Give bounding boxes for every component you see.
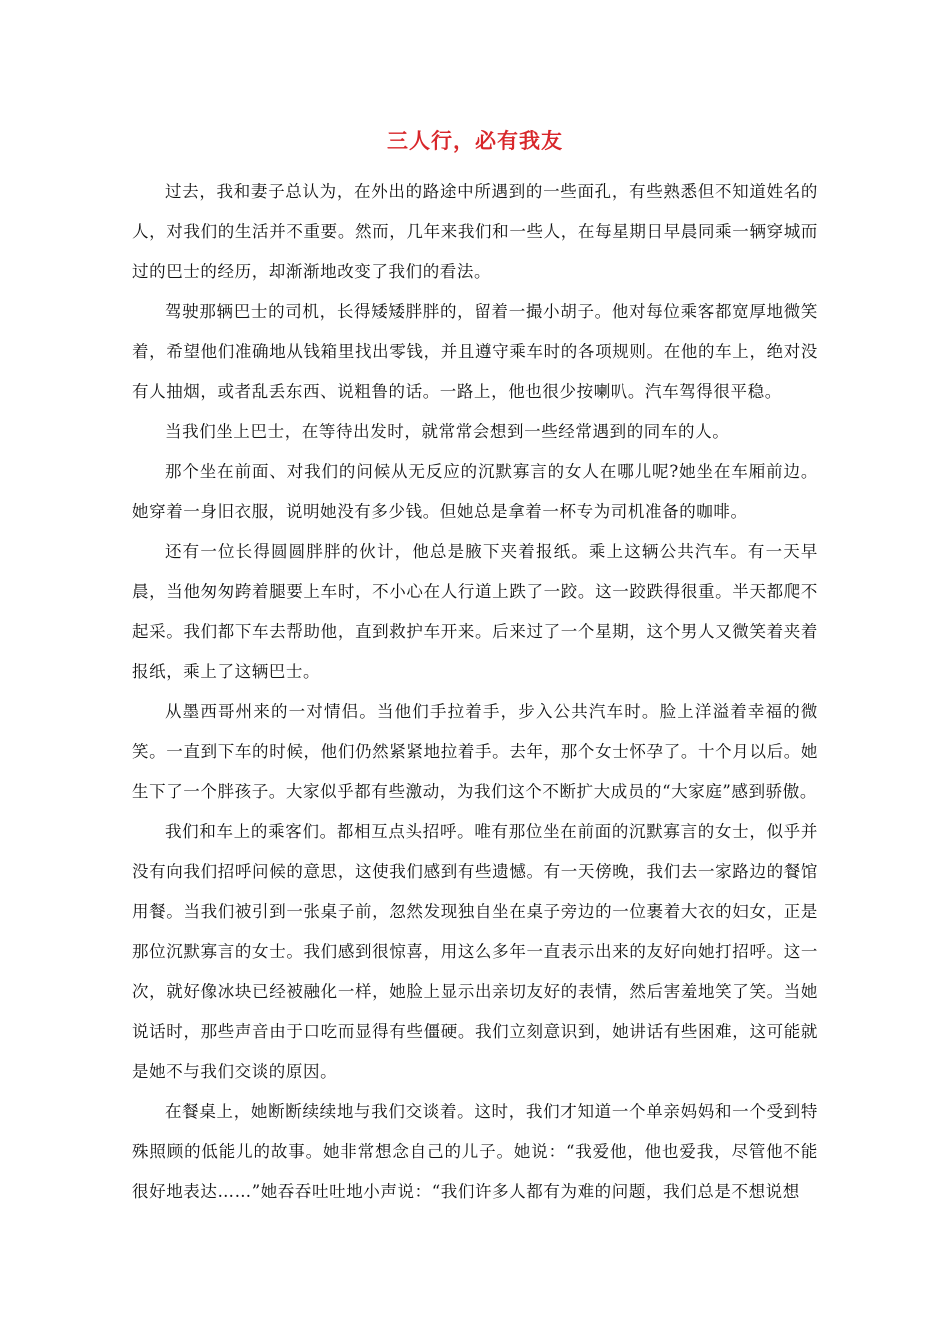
document-title: 三人行，必有我友 — [387, 129, 563, 153]
paragraph-2: 驾驶那辆巴士的司机，长得矮矮胖胖的，留着一撮小胡子。他对每位乘客都宽厚地微笑着，希望他们准确地从钱箱里找出零钱，并且遵守乘车时的各项规则。在他的车上，绝对没有人抽烟，或者乱丢东西、说粗鲁的话。一路上，他也很少按喇叭。汽车驾得很平稳。 — [132, 302, 818, 401]
paragraph-3: 当我们坐上巴士，在等待出发时，就常常会想到一些经常遇到的同车的人。 — [165, 422, 730, 441]
paragraph-5: 还有一位长得圆圆胖胖的伙计，他总是腋下夹着报纸。乘上这辆公共汽车。有一天早晨，当他匆匆跨着腿要上车时，不小心在人行道上跌了一跤。这一跤跌得很重。半天都爬不起采。我们都下车去帮助他，直到救护车开来。后来过了一个星期，这个男人又微笑着夹着报纸，乘上了这辆巴士。 — [132, 542, 818, 681]
paragraph-6: 从墨西哥州来的一对情侣。当他们手拉着手，步入公共汽车时。脸上洋溢着幸福的微笑。一直到下车的时候，他们仍然紧紧地拉着手。去年，那个女士怀孕了。十个月以后。她生下了一个胖孩子。大家似乎都有些激动，为我们这个不断扩大成员的“大家庭”感到骄傲。 — [132, 702, 818, 801]
paragraph-8: 在餐桌上，她断断续续地与我们交谈着。这时，我们才知道一个单亲妈妈和一个受到特殊照顾的低能儿的故事。她非常想念自己的儿子。她说：“我爱他，他也爱我，尽管他不能很好地表达……”她吞吞吐吐地小声说：“我们许多人都有为难的问题，我们总是不想说想 — [132, 1102, 818, 1201]
paragraph-7: 我们和车上的乘客们。都相互点头招呼。唯有那位坐在前面的沉默寡言的女士，似乎并没有向我们招呼问候的意思，这使我们感到有些遗憾。有一天傍晚，我们去一家路边的餐馆用餐。当我们被引到一张桌子前，忽然发现独自坐在桌子旁边的一位裹着大衣的妇女，正是那位沉默寡言的女士。我们感到很惊喜，用这么多年一直表示出来的友好向她打招呼。这一次，就好像冰块已经被融化一样，她脸上显示出亲切友好的表情，然后害羞地笑了笑。当她说话时，那些声音由于口吃而显得有些僵硬。我们立刻意识到，她讲话有些困难，这可能就是她不与我们交谈的原因。 — [132, 822, 818, 1081]
paragraph-1: 过去，我和妻子总认为，在外出的路途中所遇到的一些面孔，有些熟悉但不知道姓名的人，对我们的生活并不重要。然而，几年来我们和一些人，在每星期日早晨同乘一辆穿城而过的巴士的经历，却渐渐地改变了我们的看法。 — [132, 182, 818, 281]
document-body — [132, 172, 818, 1212]
paragraph-4: 那个坐在前面、对我们的问候从无反应的沉默寡言的女人在哪儿呢?她坐在车厢前边。她穿着一身旧衣服，说明她没有多少钱。但她总是拿着一杯专为司机准备的咖啡。 — [132, 462, 818, 521]
